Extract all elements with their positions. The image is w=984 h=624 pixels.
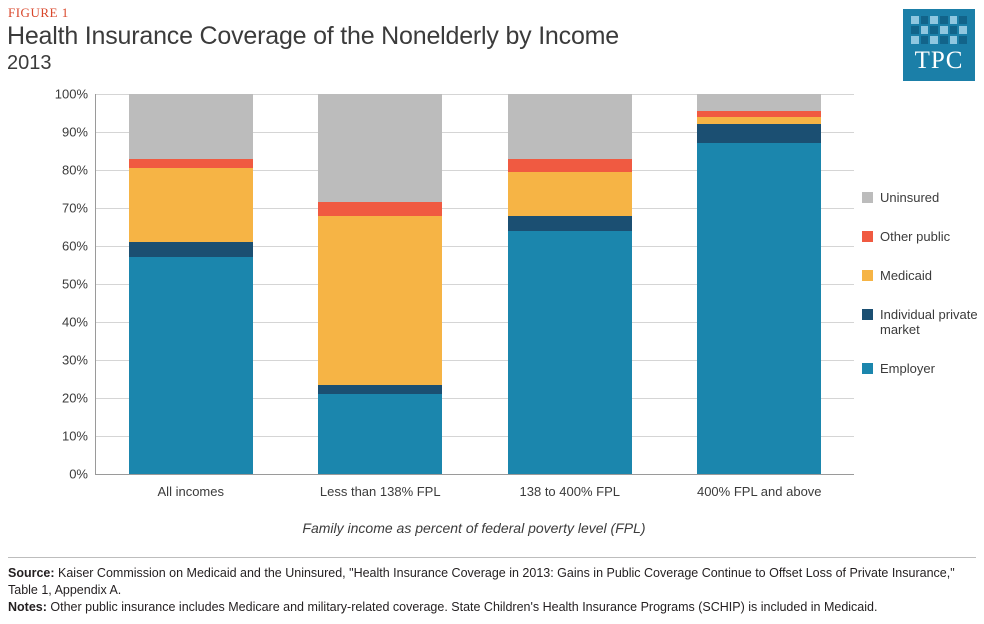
y-axis-tick-label: 100% — [54, 86, 88, 102]
logo-text: TPC — [914, 47, 964, 74]
y-axis-tick-label: 70% — [61, 200, 88, 216]
y-axis-tick-label: 50% — [61, 276, 88, 292]
bar-segment[interactable] — [508, 231, 632, 474]
y-axis-tick-label: 20% — [61, 390, 88, 406]
logo-cell — [940, 16, 948, 24]
logo-cell — [930, 36, 938, 44]
y-axis-tick-label: 80% — [61, 162, 88, 178]
x-axis-tick-label: 138 to 400% FPL — [519, 484, 620, 499]
legend-label: Medicaid — [880, 268, 933, 283]
tpc-logo — [903, 9, 975, 81]
legend-item[interactable] — [862, 190, 984, 205]
legend-swatch-icon — [862, 363, 873, 374]
logo-cell — [921, 16, 929, 24]
x-axis-tick-label: 400% FPL and above — [696, 484, 822, 499]
logo-cell — [930, 16, 938, 24]
logo-cell — [959, 26, 967, 34]
logo-cell — [950, 36, 958, 44]
bar-segment[interactable] — [508, 216, 632, 231]
logo-cell — [930, 26, 938, 34]
legend-label: Employer — [880, 361, 935, 376]
bar-stack[interactable] — [508, 94, 632, 499]
bar-segment[interactable] — [318, 216, 442, 385]
bar-stack[interactable] — [129, 94, 253, 499]
x-axis-tick-label: Less than 138% FPL — [319, 484, 441, 499]
bar-segment[interactable] — [318, 385, 442, 395]
bar-segment[interactable] — [697, 143, 821, 474]
logo-cell — [911, 36, 919, 44]
notes-text: Other public insurance includes Medicare and military-related coverage. State Children's Health Insurance Programs (SCHIP) is included in Medicaid. — [46, 600, 878, 614]
chart-legend — [862, 190, 984, 400]
bar-segment[interactable] — [129, 242, 253, 257]
logo-cell — [921, 26, 929, 34]
legend-item[interactable] — [862, 361, 984, 376]
y-axis-tick-label: 10% — [61, 428, 88, 444]
logo-grid-icon — [911, 16, 967, 44]
y-axis-tick-label: 30% — [61, 352, 88, 368]
legend-label: Uninsured — [880, 190, 940, 205]
legend-swatch-icon — [862, 270, 873, 281]
y-axis-tick-label: 90% — [61, 124, 88, 140]
y-axis-tick-label: 40% — [61, 314, 88, 330]
logo-cell — [959, 16, 967, 24]
figure-label: FIGURE 1 — [8, 5, 69, 20]
bar-segment[interactable] — [508, 159, 632, 172]
legend-swatch-icon — [862, 309, 873, 320]
bar-segment[interactable] — [697, 94, 821, 111]
logo-cell — [911, 16, 919, 24]
plot-area — [54, 86, 854, 499]
bar-segment[interactable] — [129, 168, 253, 242]
bar-segment[interactable] — [318, 394, 442, 474]
bar-segment[interactable] — [129, 94, 253, 159]
legend-item[interactable] — [862, 307, 984, 337]
logo-cell — [950, 16, 958, 24]
source-label: Source: — [8, 566, 55, 580]
notes-line — [8, 599, 976, 616]
logo-cell — [950, 26, 958, 34]
logo-cell — [959, 36, 967, 44]
source-line — [8, 565, 976, 599]
legend-label: Other public — [880, 229, 951, 244]
legend-item[interactable] — [862, 268, 984, 283]
page-subtitle: 2013 — [7, 52, 52, 74]
legend-swatch-icon — [862, 231, 873, 242]
x-axis-tick-label: All incomes — [157, 484, 224, 499]
logo-cell — [940, 36, 948, 44]
page-title: Health Insurance Coverage of the Nonelderly by Income — [7, 22, 619, 50]
logo-cell — [940, 26, 948, 34]
logo-cell — [921, 36, 929, 44]
legend-item[interactable] — [862, 229, 984, 244]
bar-segment[interactable] — [129, 159, 253, 169]
notes-label: Notes: — [8, 600, 47, 614]
logo-cell — [911, 26, 919, 34]
bar-stack[interactable] — [318, 94, 442, 499]
footer-divider — [8, 557, 976, 558]
bar-segment[interactable] — [508, 94, 632, 159]
x-axis-title: Family income as percent of federal poverty level (FPL) — [302, 520, 646, 536]
legend-swatch-icon — [862, 192, 873, 203]
bar-segment[interactable] — [318, 202, 442, 215]
y-axis-tick-label: 60% — [61, 238, 88, 254]
bar-segment[interactable] — [318, 94, 442, 202]
legend-label: Individual private market — [880, 307, 978, 337]
source-text: Kaiser Commission on Medicaid and the Uninsured, "Health Insurance Coverage in 2013: Gains in Public Coverage Continue to Offset Loss of Private Insurance," Table 1, Appendix A. — [8, 566, 955, 597]
footer-notes — [8, 565, 976, 616]
bar-segment[interactable] — [508, 172, 632, 216]
bar-segment[interactable] — [697, 117, 821, 125]
chart-container — [0, 80, 984, 550]
bar-segment[interactable] — [697, 124, 821, 143]
y-axis-tick-label: 0% — [69, 466, 88, 482]
bar-segment[interactable] — [129, 257, 253, 474]
bar-stack[interactable] — [696, 94, 822, 499]
